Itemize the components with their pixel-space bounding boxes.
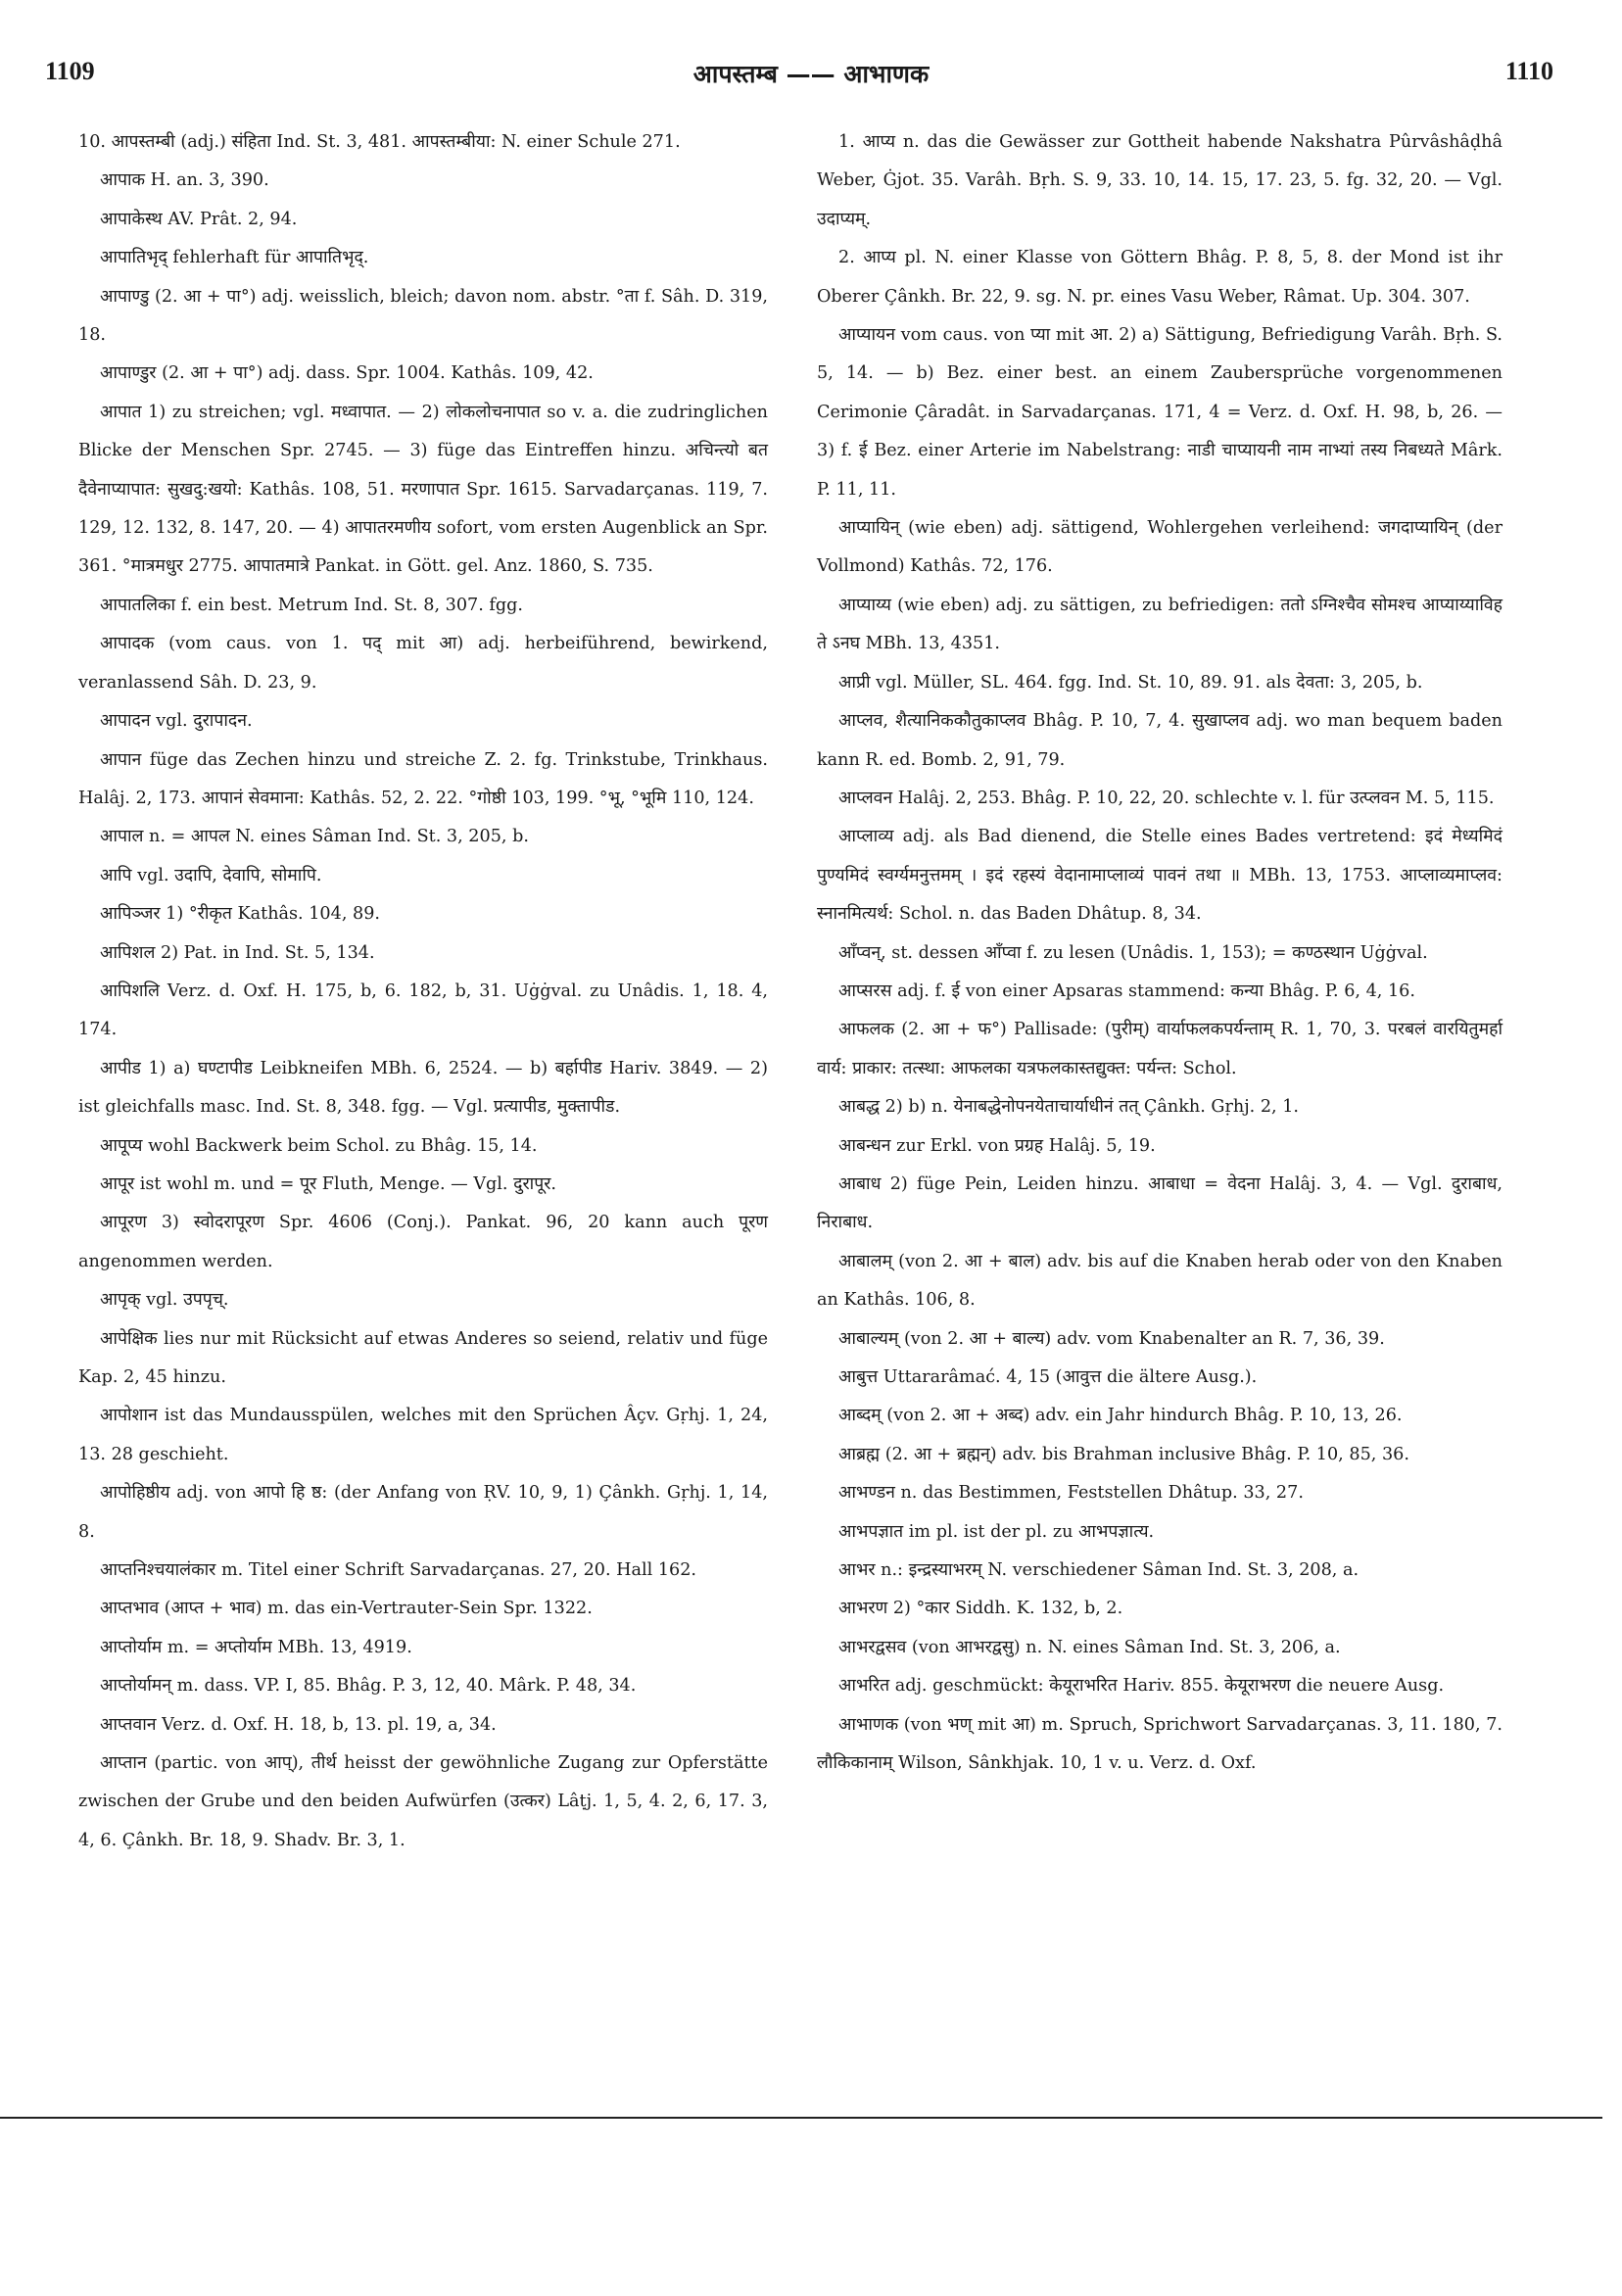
dictionary-entry: आबालम् (von 2. आ + बाल) adv. bis auf die Knaben herab oder von den Knaben an Kathâs. 106, 8.: [817, 1251, 1503, 1311]
left-column: [78, 123, 768, 1860]
dictionary-entry: आपि vgl. उदापि, देवापि, सोमापि.: [100, 865, 322, 885]
dictionary-entry: आपादन vgl. दुरापादन.: [100, 711, 253, 732]
dictionary-entry: आपातिभृद् fehlerhaft für आपातिभृद्.: [100, 248, 369, 268]
dictionary-entry: आप्तभाव (आप्त + भाव) m. das ein-Vertrauter-Sein Spr. 1322.: [100, 1599, 593, 1619]
dictionary-entry: आप्लवन Halâj. 2, 253. Bhâg. P. 10, 22, 20. schlechte v. l. für उत्प्लवन M. 5, 115.: [838, 788, 1495, 808]
dictionary-entry: आपातलिका f. ein best. Metrum Ind. St. 8, 307. fgg.: [100, 595, 524, 615]
dictionary-entry: आपाण्डु (2. आ + पा°) adj. weisslich, bleich; davon nom. abstr. °ता f. Sâh. D. 319, 18.: [78, 286, 768, 346]
dictionary-entry: आप्तान (partic. von आप्), तीर्थ heisst der gewöhnliche Zugang zur Opferstätte zwischen der Grube und den beiden Aufwürfen (उत्कर) Lâṭj. 1, 5, 4. 2, 6, 17. 3, 4, 6. Çânkh. Br. 18, 9. Shadv. Br. 3, 1.: [78, 1753, 768, 1850]
dictionary-entry: आपिशलि Verz. d. Oxf. H. 175, b, 6. 182, b, 31. Uġġval. zu Unâdis. 1, 18. 4, 174.: [78, 981, 768, 1040]
dictionary-entry: आभरण 2) °कार Siddh. K. 132, b, 2.: [838, 1599, 1123, 1619]
page-number-left: 1109: [45, 57, 95, 85]
dictionary-entry: आप्तवान Verz. d. Oxf. H. 18, b, 13. pl. 19, a, 34.: [100, 1714, 497, 1735]
dictionary-entry: आबाध 2) füge Pein, Leiden hinzu. आबाधा = वेदना Halâj. 3, 4. — Vgl. दुराबाध, निराबाध.: [817, 1173, 1503, 1233]
dictionary-entry: आभरद्वसव (von आभरद्वसु) n. N. eines Sâman Ind. St. 3, 206, a.: [838, 1637, 1341, 1657]
dictionary-entry: आबुत्त Uttararâmać. 4, 15 (आवुत्त die ältere Ausg.).: [838, 1367, 1258, 1387]
dictionary-entry: आप्सरस adj. f. ई von einer Apsaras stammend: कन्या Bhâg. P. 6, 4, 16.: [838, 981, 1415, 1001]
dictionary-entry: आबन्धन zur Erkl. von प्रग्रह Halâj. 5, 19.: [838, 1135, 1156, 1156]
dictionary-entry: आप्याय्य (wie eben) adj. zu sättigen, zu befriedigen: ततो ऽग्निश्चैव सोमश्च आप्याय्याविह ते ऽनघ MBh. 13, 4351.: [817, 595, 1503, 654]
dictionary-entry: आप्यायिन् (wie eben) adj. sättigend, Wohlergehen verleihend: जगदाप्यायिन् (der Vollmond) Kathâs. 72, 176.: [817, 518, 1503, 577]
dictionary-entry: आपादक (vom caus. von 1. पद् mit आ) adj. herbeiführend, bewirkend, veranlassend Sâh. D. 23, 9.: [78, 634, 768, 693]
dictionary-entry: आभरित adj. geschmückt: केयूराभरित Hariv. 855. केयूराभरण die neuere Ausg.: [838, 1676, 1445, 1697]
dictionary-entry: आभाणक (von भण् mit आ) m. Spruch, Sprichwort Sarvadarçanas. 3, 11. 180, 7. लौकिकानाम् Wilson, Sânkhjak. 10, 1 v. u. Verz. d. Oxf.: [817, 1714, 1503, 1774]
running-head: आपस्तम्ब —— आभाणक: [692, 60, 930, 88]
dictionary-entry: आपात 1) zu streichen; vgl. मध्वापात. — 2) लोकलोचनापात so v. a. die zudringlichen Blicke der Menschen Spr. 2745. — 3) füge das Eintreffen hinzu. अचिन्त्यो बत दैवेनाप्यापात: सुखदु:खयो: Kathâs. 108, 51. मरणापात Spr. 1615. Sarvadarçanas. 119, 7. 129, 12. 132, 8. 147, 20. — 4) आपातरमणीय sofort, vom ersten Augenblick an Spr. 361. °मात्रमधुर 2775. आपातमात्रे Pankat. in Gött. gel. Anz. 1860, S. 735.: [78, 402, 768, 577]
dictionary-entry: आपान füge das Zechen hinzu und streiche Z. 2. fg. Trinkstube, Trinkhaus. Halâj. 2, 173. आपानं सेवमाना: Kathâs. 52, 2. 22. °गोष्ठी 103, 199. °भू, °भूमि 110, 124.: [78, 749, 768, 808]
dictionary-entry: आप्तोर्यामन् m. dass. VP. I, 85. Bhâg. P. 3, 12, 40. Mârk. P. 48, 34.: [100, 1676, 637, 1697]
dictionary-entry: आप्तोर्याम m. = अप्तोर्याम MBh. 13, 4919.: [100, 1637, 412, 1657]
dictionary-entry: आपाल n. = आपल N. eines Sâman Ind. St. 3, 205, b.: [100, 827, 529, 847]
footer-rule: [0, 2117, 1602, 2119]
dictionary-entry: आपूर ist wohl m. und = पूर Fluth, Menge. — Vgl. दुरापूर.: [100, 1173, 556, 1194]
right-column: [817, 123, 1503, 1783]
dictionary-entry: आबद्ध 2) b) n. येनाबद्धेनोपनयेताचार्याधीनं तत् Çânkh. Gṛhj. 2, 1.: [838, 1097, 1299, 1118]
dictionary-entry: आपीड 1) a) घण्टापीड Leibkneifen MBh. 6, 2524. — b) बर्हापीड Hariv. 3849. — 2) ist gleichfalls masc. Ind. St. 8, 348. fgg. — Vgl. प्रत्यापीड, मुक्तापीड.: [78, 1058, 768, 1118]
dictionary-entry: आपाण्डुर (2. आ + पा°) adj. dass. Spr. 1004. Kathâs. 109, 42.: [100, 363, 594, 384]
dictionary-entry: आपूप्य wohl Backwerk beim Schol. zu Bhâg. 15, 14.: [100, 1135, 538, 1156]
dictionary-entry: 1. आप्य n. das die Gewässer zur Gottheit habende Nakshatra Pûrvâshâḍhâ Weber, Ġjot. 35. Varâh. Bṛh. S. 9, 33. 10, 14. 15, 17. 23, 5. fg. 32, 20. — Vgl. उदाप्यम्.: [817, 132, 1503, 229]
page-number-right: 1110: [1504, 57, 1553, 85]
dictionary-entry: आभपज्ञात im pl. ist der pl. zu आभपज्ञात्य.: [838, 1521, 1155, 1542]
dictionary-entry: आपेक्षिक lies nur mit Rücksicht auf etwas Anderes so seiend, relativ und füge Kap. 2, 45 hinzu.: [78, 1328, 768, 1387]
dictionary-entry: आपोशान ist das Mundausspülen, welches mit den Sprüchen Âçv. Gṛhj. 1, 24, 13. 28 geschieht.: [78, 1406, 768, 1464]
dictionary-entry: आभण्डन n. das Bestimmen, Feststellen Dhâtup. 33, 27.: [838, 1483, 1304, 1504]
dictionary-entry: आपिशल 2) Pat. in Ind. St. 5, 134.: [100, 942, 375, 963]
dictionary-entry: आपाकेस्थ AV. Prât. 2, 94.: [100, 209, 298, 229]
dictionary-entry: आप्तनिश्चयालंकार m. Titel einer Schrift Sarvadarçanas. 27, 20. Hall 162.: [100, 1560, 697, 1581]
dictionary-entry: आपिञ्जर 1) °रीकृत Kathâs. 104, 89.: [100, 904, 380, 925]
dictionary-entry: आपोहिष्ठीय adj. von आपो हि ष्ठ: (der Anfang von ṚV. 10, 9, 1) Çânkh. Gṛhj. 1, 14, 8.: [78, 1483, 768, 1542]
dictionary-entry: आभर n.: इन्द्रस्याभरम् N. verschiedener Sâman Ind. St. 3, 208, a.: [838, 1560, 1360, 1581]
dictionary-entry: आप्री vgl. Müller, SL. 464. fgg. Ind. St. 10, 89. 91. als देवता: 3, 205, b.: [838, 672, 1423, 693]
dictionary-entry: 10. आपस्तम्बी (adj.) संहिता Ind. St. 3, 481. आपस्तम्बीया: N. einer Schule 271.: [78, 132, 681, 152]
dictionary-entry: आप्लव, शैत्यानिककौतुकाप्लव Bhâg. P. 10, 7, 4. सुखाप्लव adj. wo man bequem baden kann R. ed. Bomb. 2, 91, 79.: [817, 711, 1503, 770]
dictionary-entry: आब्दम् (von 2. आ + अब्द) adv. ein Jahr hindurch Bhâg. P. 10, 13, 26.: [838, 1406, 1403, 1426]
page-header: [0, 57, 1622, 96]
dictionary-entry: आप्लाव्य adj. als Bad dienend, die Stelle eines Bades vertretend: इदं मेध्यमिदं पुण्यमिदं स्वर्ग्यमनुत्तमम् । इदं रहस्यं वेदानामाप्लाव्यं पावनं तथा ॥ MBh. 13, 1753. आप्लाव्यमाप्लव: स्नानमित्यर्थ: Schol. n. das Baden Dhâtup. 8, 34.: [817, 827, 1503, 925]
dictionary-entry: आपूरण 3) स्वोदरापूरण Spr. 4606 (Conj.). Pankat. 96, 20 kann auch पूरण angenommen werden.: [78, 1213, 768, 1271]
dictionary-entry: आपाक H. an. 3, 390.: [100, 170, 269, 191]
dictionary-entry: आप्यायन vom caus. von प्या mit आ. 2) a) Sättigung, Befriedigung Varâh. Bṛh. S. 5, 14. — b) Bez. einer best. an einem Zaubersprüche vorgenommenen Cerimonie Çâradât. in Sarvadarçanas. 171, 4 = Verz. d. Oxf. H. 98, b, 26. — 3) f. ई Bez. einer Arterie im Nabelstrang: नाडी चाप्यायनी नाम नाभ्यां तस्य निबध्यते Mârk. P. 11, 11.: [817, 325, 1503, 500]
dictionary-entry: आपृक् vgl. उपपृच्.: [100, 1290, 229, 1311]
dictionary-entry: आबाल्यम् (von 2. आ + बाल्य) adv. vom Knabenalter an R. 7, 36, 39.: [838, 1328, 1385, 1349]
dictionary-entry: आफलक (2. आ + फ°) Pallisade: (पुरीम्) वार्याफलकपर्यन्ताम् R. 1, 70, 3. परबलं वारयितुमर्हा वार्य: प्राकार: तत्स्था: आफलका यत्रफलकास्तद्युक्त: पर्यन्त: Schol.: [817, 1020, 1503, 1078]
dictionary-entry: आँप्वन्, st. dessen आँप्वा f. zu lesen (Unâdis. 1, 153); = कण्ठस्थान Uġġval.: [838, 942, 1428, 963]
dictionary-entry: 2. आप्य pl. N. einer Klasse von Göttern Bhâg. P. 8, 5, 8. der Mond ist ihr Oberer Çânkh. Br. 22, 9. sg. N. pr. eines Vasu Weber, Râmat. Up. 304. 307.: [817, 248, 1503, 307]
dictionary-entry: आब्रह्म (2. आ + ब्रह्मन्) adv. bis Brahman inclusive Bhâg. P. 10, 85, 36.: [838, 1444, 1409, 1464]
